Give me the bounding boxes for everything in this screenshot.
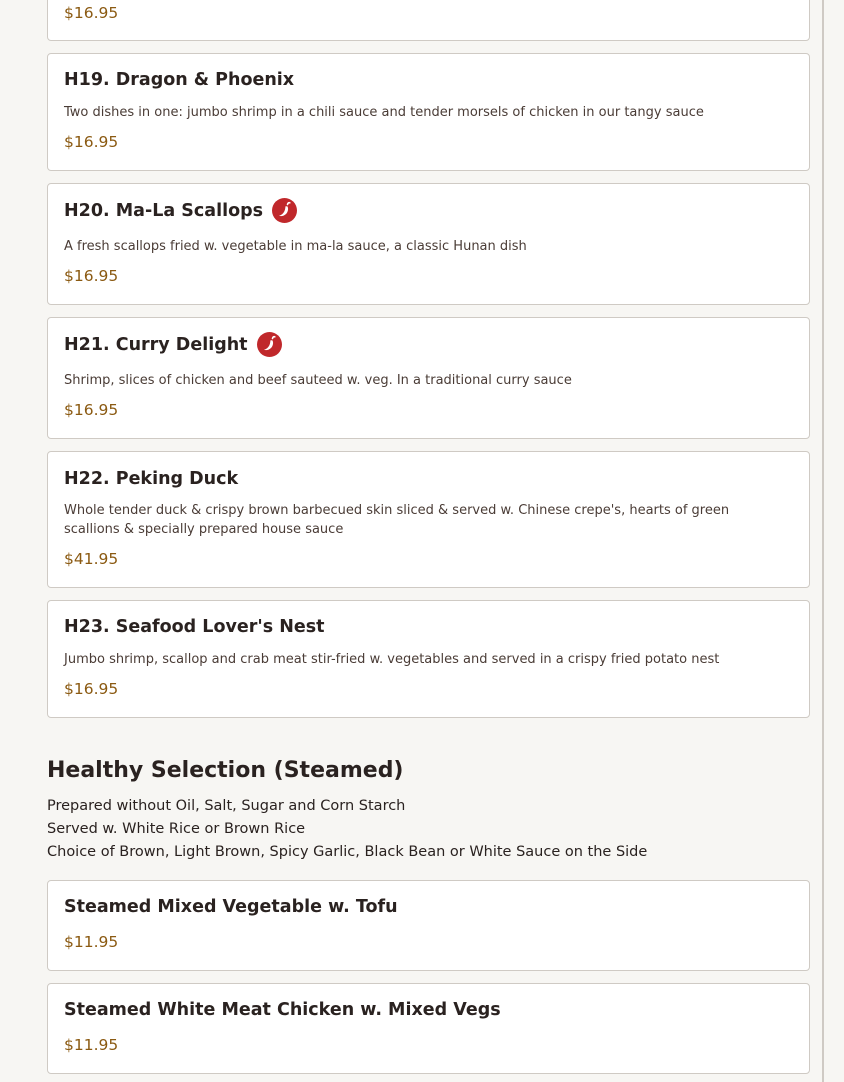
menu-item-card[interactable] bbox=[47, 880, 810, 971]
item-description: Jumbo shrimp, scallop and crab meat stir-fried w. vegetables and served in a crispy fried potato nest bbox=[64, 652, 720, 667]
item-price: $11.95 bbox=[64, 1036, 119, 1054]
item-name: H20. Ma-La Scallops bbox=[64, 200, 264, 221]
scrollbar[interactable] bbox=[822, 0, 824, 1082]
item-description: A fresh scallops fried w. vegetable in ma-la sauce, a classic Hunan dish bbox=[64, 239, 527, 254]
item-description: Two dishes in one: jumbo shrimp in a chili sauce and tender morsels of chicken in our tangy sauce bbox=[64, 105, 704, 120]
menu-item-card[interactable] bbox=[47, 0, 810, 41]
section-note: Served w. White Rice or Brown Rice bbox=[47, 821, 306, 837]
item-name: H21. Curry Delight bbox=[64, 334, 248, 355]
item-description: Shrimp, slices of chicken and beef sauteed w. veg. In a traditional curry sauce bbox=[64, 373, 572, 388]
item-name: Steamed Mixed Vegetable w. Tofu bbox=[64, 897, 398, 917]
section-note: Choice of Brown, Light Brown, Spicy Garlic, Black Bean or White Sauce on the Side bbox=[47, 844, 648, 860]
menu-item-card[interactable] bbox=[47, 317, 810, 439]
spicy-pepper-icon bbox=[257, 332, 282, 357]
item-price: $16.95 bbox=[64, 4, 119, 22]
section-title: Healthy Selection (Steamed) bbox=[47, 758, 404, 783]
item-price: $11.95 bbox=[64, 933, 119, 951]
item-name: H19. Dragon & Phoenix bbox=[64, 70, 295, 90]
menu-item-card[interactable] bbox=[47, 983, 810, 1074]
item-price: $16.95 bbox=[64, 267, 119, 285]
item-name: H22. Peking Duck bbox=[64, 469, 239, 489]
item-name: Steamed White Meat Chicken w. Mixed Vegs bbox=[64, 1000, 501, 1020]
menu-item-card[interactable] bbox=[47, 53, 810, 171]
item-price: $41.95 bbox=[64, 550, 119, 568]
item-price: $16.95 bbox=[64, 401, 119, 419]
item-price: $16.95 bbox=[64, 133, 119, 151]
menu-item-card[interactable] bbox=[47, 183, 810, 305]
item-description: Whole tender duck & crispy brown barbecued skin sliced & served w. Chinese crepe's, hearts of green scallions & specially prepared house sauce bbox=[64, 503, 730, 537]
menu-item-card[interactable] bbox=[47, 451, 810, 588]
item-price: $16.95 bbox=[64, 680, 119, 698]
section-note: Prepared without Oil, Salt, Sugar and Corn Starch bbox=[47, 798, 406, 814]
spicy-pepper-icon bbox=[272, 198, 297, 223]
item-name: H23. Seafood Lover's Nest bbox=[64, 617, 325, 637]
menu-item-card[interactable] bbox=[47, 600, 810, 718]
